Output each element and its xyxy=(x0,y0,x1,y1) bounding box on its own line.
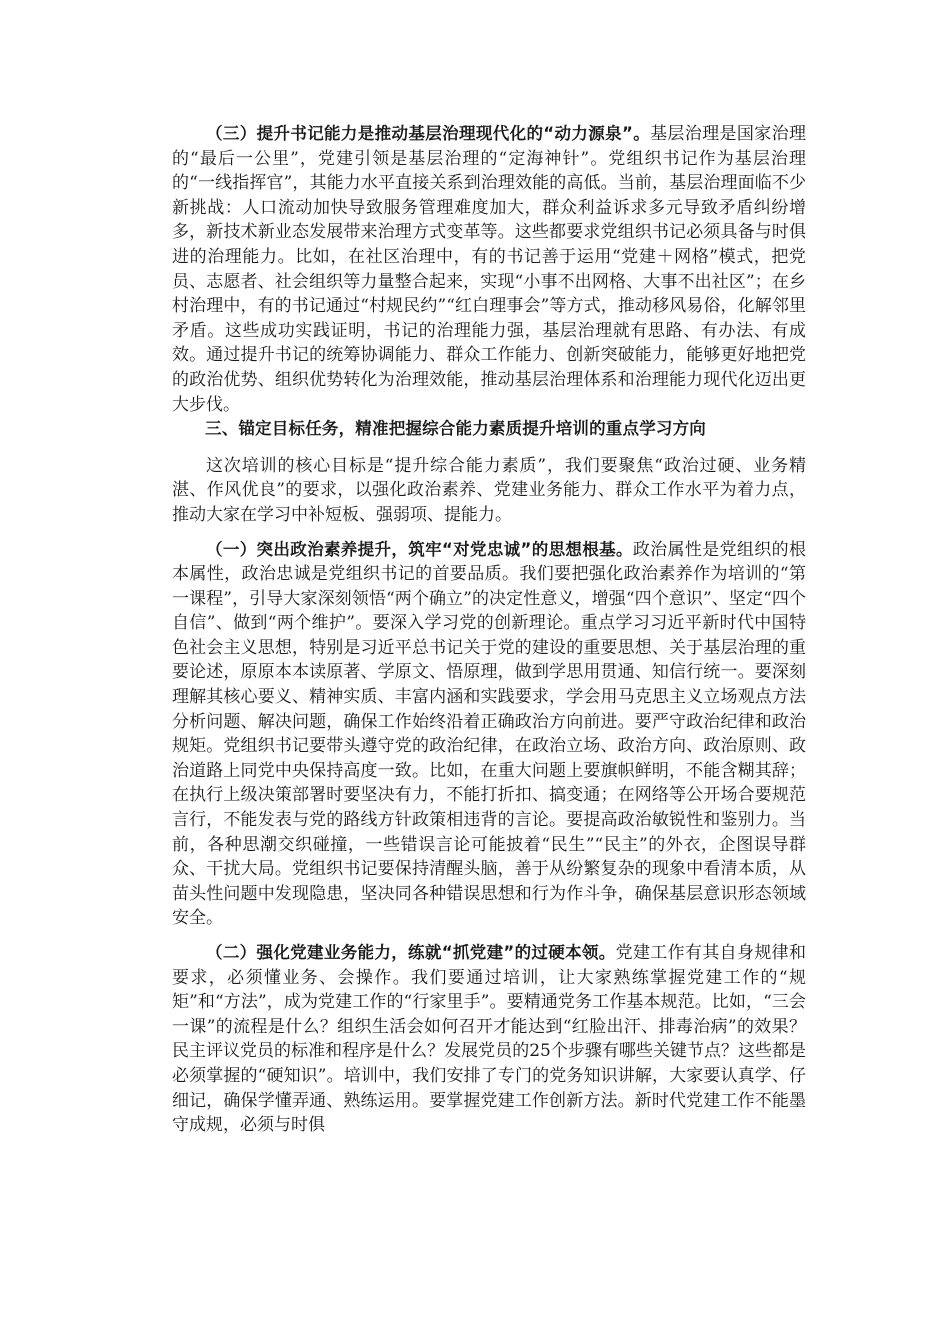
paragraph-section-three xyxy=(172,122,806,417)
paragraph-intro: 这次培训的核心目标是“提升综合能力素质”，我们要聚焦“政治过硬、业务精湛、作风优良”的要求，以强化政治素养、党建业务能力、群众工作水平为着力点，推动大家在学习中补短板、强弱项、提能力。 xyxy=(172,455,806,525)
paragraph-body: 党建工作有其自身规律和要求，必须懂业务、会操作。我们要通过培训，让大家熟练掌握党建工作的“规矩”和“方法”，成为党建工作的“行家里手”。要精通党务工作基本规范。比如，“三会一课”的流程是什么？组织生活会如何召开才能达到“红脸出汗、排毒治病”的效果？民主评议党员的标准和程序是什么？发展党员的25个步骤有哪些关键节点？这些都是必须掌握的“硬知识”。培训中，我们安排了专门的党务知识讲解，大家要认真学、仔细记，确保学懂弄通、熟练运用。要掌握党建工作创新方法。新时代党建工作不能墨守成规，必须与时俱 xyxy=(172,943,806,1136)
paragraph-body: 基层治理是国家治理的“最后一公里”，党建引领是基层治理的“定海神针”。党组织书记作为基层治理的“一线指挥官”，其能力水平直接关系到治理效能的高低。当前，基层治理面临不少新挑战：人口流动加快导致服务管理难度加大，群众利益诉求多元导致矛盾纠纷增多，新技术新业态发展带来治理方式变革等。这些都要求党组织书记必须具备与时俱进的治理能力。比如，在社区治理中，有的书记善于运用“党建＋网格”模式，把党员、志愿者、社会组织等力量整合起来，实现“小事不出网格、大事不出社区”；在乡村治理中，有的书记通过“村规民约”“红白理事会”等方式，推动移风易俗，化解邻里矛盾。这些成功实践证明，书记的治理能力强，基层治理就有思路、有办法、有成效。通过提升书记的统筹协调能力、群众工作能力、创新突破能力，能够更好地把党的政治优势、组织优势转化为治理效能，推动基层治理体系和治理能力现代化迈出更大步伐。 xyxy=(172,124,806,415)
paragraph-lead: （二）强化党建业务能力，练就“抓党建”的过硬本领。 xyxy=(206,943,616,962)
paragraph-body: 政治属性是党组织的根本属性，政治忠诚是党组织书记的首要品质。我们要把强化政治素养作为培训的“第一课程”，引导大家深刻领悟“两个确立”的决定性意义，增强“四个意识”、坚定“四个自信”、做到“两个维护”。要深入学习党的创新理论。重点学习习近平新时代中国特色社会主义思想，特别是习近平总书记关于党的建设的重要思想、关于基层治理的重要论述，原原本本读原著、学原文、悟原理，做到学思用贯通、知信行统一。要深刻理解其核心要义、精神实质、丰富内涵和实践要求，学会用马克思主义立场观点方法分析问题、解决问题，确保工作始终沿着正确政治方向前进。要严守政治纪律和政治规矩。党组织书记要带头遵守党的政治纪律，在政治立场、政治方向、政治原则、政治道路上同党中央保持高度一致。比如，在重大问题上要旗帜鲜明，不能含糊其辞；在执行上级决策部署时要坚决有力，不能打折扣、搞变通；在网络等公开场合要规范言行，不能发表与党的路线方针政策相违背的言论。要提高政治敏锐性和鉴别力。当前，各种思潮交织碰撞，一些错误言论可能披着“民生”“民主”的外衣，企图误导群众、干扰大局。党组织书记要保持清醒头脑，善于从纷繁复杂的现象中看清本质，从苗头性问题中发现隐患，坚决同各种错误思想和行为作斗争，确保基层意识形态领域安全。 xyxy=(172,539,806,929)
section-heading-three: 三、锚定目标任务，精准把握综合能力素质提升培训的重点学习方向 xyxy=(205,419,706,439)
paragraph-lead: （三）提升书记能力是推动基层治理现代化的“动力源泉”。 xyxy=(206,124,651,143)
paragraph-point-two xyxy=(172,941,806,1138)
document-page xyxy=(172,122,806,1138)
paragraph-lead: （一）突出政治素养提升，筑牢“对党忠诚”的思想根基。 xyxy=(206,539,633,559)
paragraph-point-one xyxy=(172,538,806,932)
